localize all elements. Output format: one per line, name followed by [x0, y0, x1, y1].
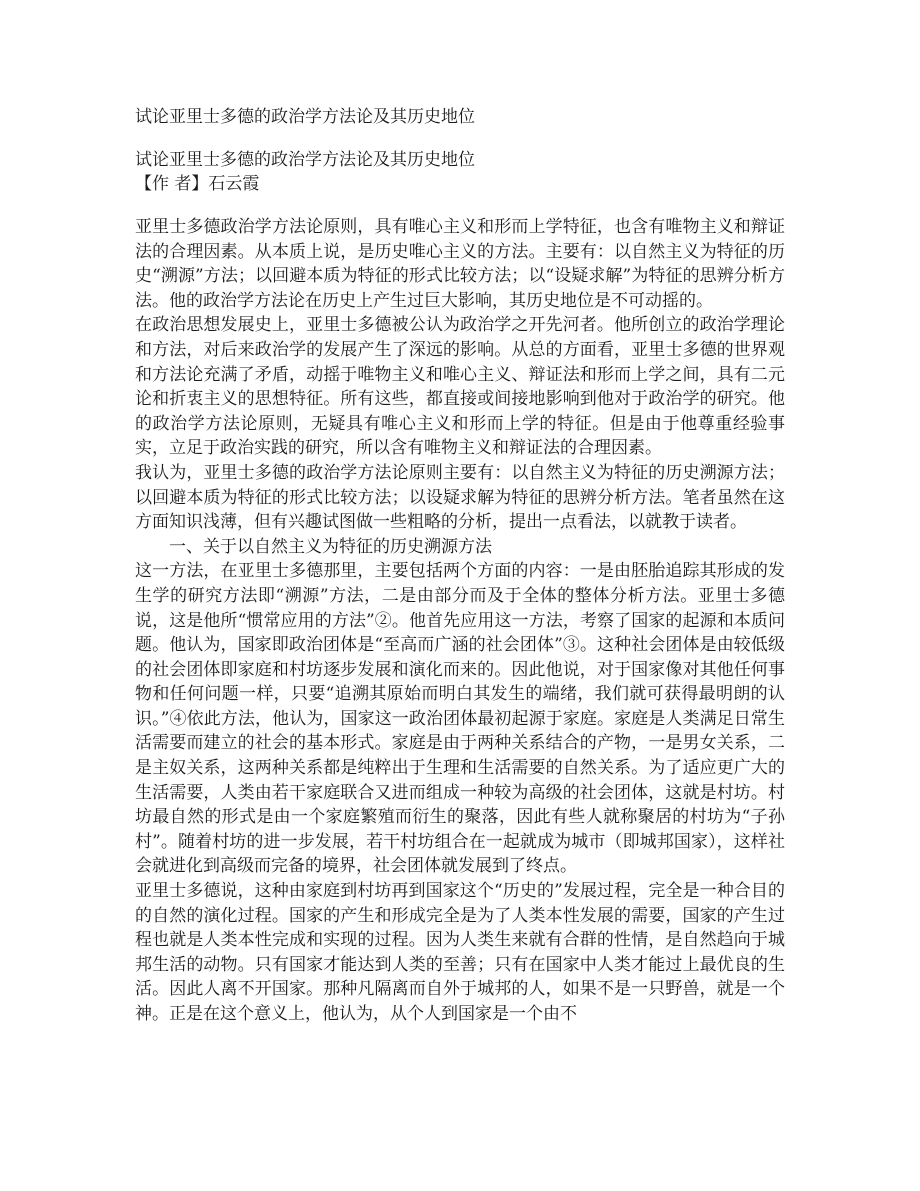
author-label: 【作 者】 [135, 174, 209, 194]
abstract-paragraph: 亚里士多德政治学方法论原则，具有唯心主义和形而上学特征，也含有唯物主义和辩证法的合理因素。从本质上说，是历史唯心主义的方法。主要有：以自然主义为特征的历史“溯源”方法；以回避本质为特征的形式比较方法；以“设疑求解”为特征的思辨分析方法。他的政治学方法论在历史上产生过巨大影响，其历史地位是不可动摇的。 [135, 217, 785, 311]
author-line [135, 172, 259, 196]
body-paragraph: 这一方法，在亚里士多德那里，主要包括两个方面的内容：一是由胚胎追踪其形成的发生学的研究方法即“溯源”方法，二是由部分而及于全体的整体分析方法。亚里士多德说，这是他所“惯常应用的方法”②。他首先应用这一方法，考察了国家的起源和本质问题。他认为，国家即政治团体是“至高而广涵的社会团体”③。这种社会团体是由较低级的社会团体即家庭和村坊逐步发展和演化而来的。因此他说，对于国家像对其他任何事物和任何问题一样，只要“追溯其原始而明白其发生的端绪，我们就可获得最明朗的认识。”④依此方法，他认为，国家这一政治团体最初起源于家庭。家庭是人类满足日常生活需要而建立的社会的基本形式。家庭是由于两种关系结合的产物，一是男女关系，二是主奴关系，这两种关系都是纯粹出于生理和生活需要的自然关系。为了适应更广大的生活需要，人类由若干家庭联合又进而组成一种较为高级的社会团体，这就是村坊。村坊最自然的形式是由一个家庭繁殖而衍生的聚落，因此有些人就称聚居的村坊为“子孙村”。随着村坊的进一步发展，若干村坊组合在一起就成为城市（即城邦国家），这样社会就进化到高级而完备的境界，社会团体就发展到了终点。 [135, 561, 785, 877]
body-paragraph: 我认为，亚里士多德的政治学方法论原则主要有：以自然主义为特征的历史溯源方法；以回避本质为特征的形式比较方法；以设疑求解为特征的思辨分析方法。笔者虽然在这方面知识浅薄，但有兴趣试图做一些粗略的分析，提出一点看法，以就教于读者。 [135, 462, 785, 533]
document-title: 试论亚里士多德的政治学方法论及其历史地位 [135, 107, 475, 127]
body-paragraph: 亚里士多德说，这种由家庭到村坊再到国家这个“历史的”发展过程，完全是一种合目的的自然的演化过程。国家的产生和形成完全是为了人类本性发展的需要，国家的产生过程也就是人类本性完成和实现的过程。因为人类生来就有合群的性情，是自然趋向于城邦生活的动物。只有国家才能达到人类的至善；只有在国家中人类才能过上最优良的生活。因此人离不开国家。那种凡隔离而自外于城邦的人，如果不是一只野兽，就是一个神。正是在这个意义上，他认为，从个人到国家是一个由不 [135, 881, 785, 1024]
body-paragraph: 在政治思想发展史上，亚里士多德被公认为政治学之开先河者。他所创立的政治学理论和方法，对后来政治学的发展产生了深远的影响。从总的方面看，亚里士多德的世界观和方法论充满了矛盾，动摇于唯物主义和唯心主义、辩证法和形而上学之间，具有二元论和折衷主义的思想特征。所有这些，都直接或间接地影响到他对于政治学的研究。他的政治学方法论原则，无疑具有唯心主义和形而上学的特征。但是由于他尊重经验事实，立足于政治实践的研究，所以含有唯物主义和辩证法的合理因素。 [135, 315, 785, 459]
article-body [135, 215, 785, 1027]
article-title: 试论亚里士多德的政治学方法论及其历史地位 [135, 150, 475, 170]
section-heading: 一、关于以自然主义为特征的历史溯源方法 [169, 536, 492, 557]
author-name: 石云霞 [208, 174, 260, 194]
